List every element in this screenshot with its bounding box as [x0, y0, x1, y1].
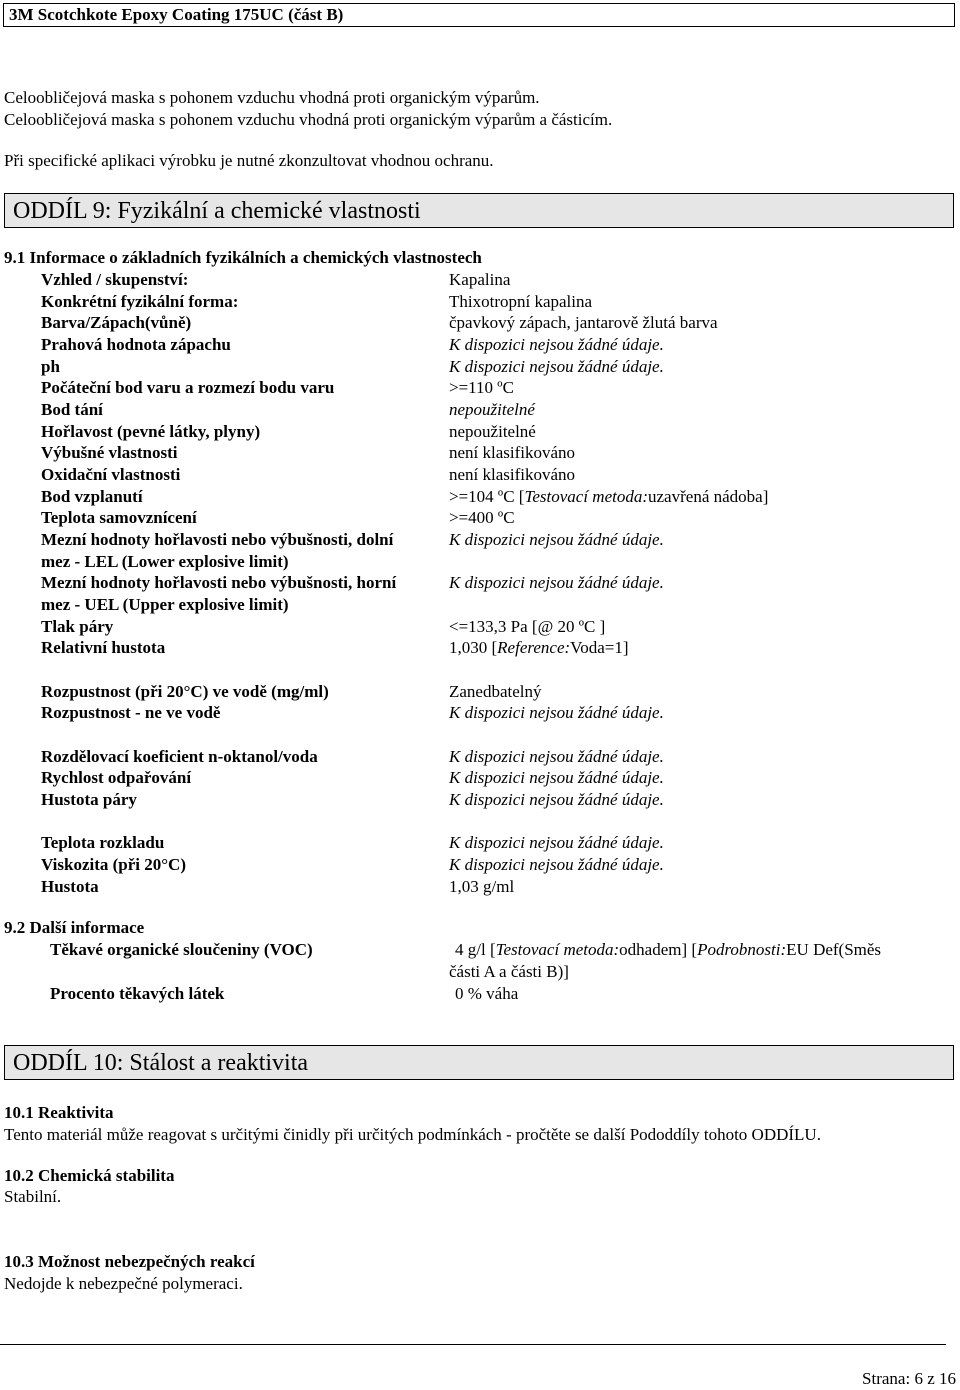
- prop-label-flash-point: Bod vzplanutí: [41, 487, 143, 506]
- prop-value-partition-coefficient: K dispozici nejsou žádné údaje.: [449, 747, 664, 766]
- prop-label-partition-coefficient: Rozdělovací koeficient n-oktanol/voda: [41, 747, 318, 766]
- prop-value-evaporation-rate: K dispozici nejsou žádné údaje.: [449, 768, 664, 787]
- subsection-10-2-text: Stabilní.: [4, 1187, 62, 1206]
- relative-density-reference-label: Reference:: [497, 638, 571, 657]
- subsection-10-3-title: 10.3 Možnost nebezpečných reakcí: [4, 1252, 255, 1271]
- voc-label: Těkavé organické sloučeniny (VOC): [50, 940, 313, 959]
- prop-label-flammability: Hořlavost (pevné látky, plyny): [41, 422, 261, 441]
- voc-details-label: Podrobnosti:: [697, 940, 787, 959]
- prop-value-ph: K dispozici nejsou žádné údaje.: [449, 357, 664, 376]
- subsection-10-1-title: 10.1 Reaktivita: [4, 1103, 114, 1122]
- intro-line-1: Celoobličejová maska s pohonem vzduchu vhodná proti organickým výparům.: [4, 88, 540, 107]
- prop-value-flash-point: [449, 486, 768, 508]
- prop-value-melting-point: nepoužitelné: [449, 400, 535, 419]
- volatile-value: 0 % váha: [455, 984, 519, 1003]
- prop-value-appearance: Kapalina: [449, 270, 511, 289]
- subsection-9-1-title: 9.1 Informace o základních fyzikálních a chemických vlastnostech: [4, 248, 482, 267]
- intro-line-3: Při specifické aplikaci výrobku je nutné zkonzultovat vhodnou ochranu.: [4, 151, 494, 170]
- voc-amount: 4 g/l [: [455, 940, 496, 959]
- relative-density-value: 1,030 [: [449, 638, 498, 657]
- relative-density-reference: Voda=1]: [570, 638, 629, 657]
- prop-label-melting-point: Bod tání: [41, 400, 103, 419]
- footer-divider: [0, 1344, 946, 1345]
- prop-value-oxidizing: není klasifikováno: [449, 465, 576, 484]
- voc-value-line2: části A a části B)]: [449, 962, 569, 981]
- prop-value-lel: K dispozici nejsou žádné údaje.: [449, 530, 664, 549]
- prop-value-vapor-density: K dispozici nejsou žádné údaje.: [449, 790, 664, 809]
- prop-value-autoignition: >=400 ºC: [449, 508, 515, 527]
- prop-value-odor-threshold: K dispozici nejsou žádné údaje.: [449, 335, 664, 354]
- flash-point-method-label: Testovací metoda:: [524, 487, 649, 506]
- prop-label-vapor-density: Hustota páry: [41, 790, 137, 809]
- subsection-9-2-title: 9.2 Další informace: [4, 918, 145, 937]
- document-title: 3M Scotchkote Epoxy Coating 175UC (část B): [9, 5, 344, 24]
- prop-value-flammability: nepoužitelné: [449, 422, 536, 441]
- prop-value-relative-density: [449, 637, 629, 659]
- prop-label-odor-threshold: Prahová hodnota zápachu: [41, 335, 231, 354]
- prop-label-color-odor: Barva/Zápach(vůně): [41, 313, 192, 332]
- prop-label-lel-line2: mez - LEL (Lower explosive limit): [41, 552, 289, 571]
- section-10-title: ODDÍL 10: Stálost a reaktivita: [13, 1050, 309, 1076]
- prop-label-ph: ph: [41, 357, 60, 376]
- prop-label-uel-line2: mez - UEL (Upper explosive limit): [41, 595, 289, 614]
- prop-label-boiling-point: Počáteční bod varu a rozmezí bodu varu: [41, 378, 335, 397]
- voc-value: [455, 939, 881, 961]
- prop-value-density: 1,03 g/ml: [449, 877, 515, 896]
- prop-label-density: Hustota: [41, 877, 99, 896]
- voc-details: EU Def(Směs: [786, 940, 882, 959]
- prop-label-vapor-pressure: Tlak páry: [41, 617, 114, 636]
- intro-line-2: Celoobličejová maska s pohonem vzduchu vhodná proti organickým výparům a částicím.: [4, 110, 613, 129]
- prop-label-viscosity: Viskozita (při 20°C): [41, 855, 186, 874]
- prop-label-relative-density: Relativní hustota: [41, 638, 166, 657]
- prop-value-vapor-pressure: <=133,3 Pa [@ 20 ºC ]: [449, 617, 606, 636]
- prop-label-uel: Mezní hodnoty hořlavosti nebo výbušnosti, horní: [41, 573, 397, 592]
- prop-value-viscosity: K dispozici nejsou žádné údaje.: [449, 855, 664, 874]
- prop-label-water-solubility: Rozpustnost (při 20°C) ve vodě (mg/ml): [41, 682, 329, 701]
- prop-label-physical-form: Konkrétní fyzikální forma:: [41, 292, 239, 311]
- voc-method-label: Testovací metoda:: [495, 940, 620, 959]
- flash-point-method: uzavřená nádoba]: [648, 487, 769, 506]
- prop-value-physical-form: Thixotropní kapalina: [449, 292, 593, 311]
- prop-value-boiling-point: >=110 ºC: [449, 378, 514, 397]
- subsection-10-1-text: Tento materiál může reagovat s určitými činidly při určitých podmínkách - pročtěte se další Pododdíly tohoto ODDÍLU.: [4, 1125, 821, 1144]
- prop-value-non-water-solubility: K dispozici nejsou žádné údaje.: [449, 703, 664, 722]
- section-9-header: [4, 193, 954, 228]
- section-9-title: ODDÍL 9: Fyzikální a chemické vlastnosti: [13, 198, 421, 224]
- subsection-10-2-title: 10.2 Chemická stabilita: [4, 1166, 175, 1185]
- subsection-10-3-text: Nedojde k nebezpečné polymeraci.: [4, 1274, 243, 1293]
- prop-label-appearance: Vzhled / skupenství:: [41, 270, 189, 289]
- page-number: Strana: 6 z 16: [862, 1369, 956, 1388]
- flash-point-value: >=104 ºC [: [449, 487, 525, 506]
- prop-value-decomposition-temp: K dispozici nejsou žádné údaje.: [449, 833, 664, 852]
- prop-value-explosive: není klasifikováno: [449, 443, 576, 462]
- prop-value-water-solubility: Zanedbatelný: [449, 682, 542, 701]
- voc-method: odhadem] [: [619, 940, 698, 959]
- prop-label-evaporation-rate: Rychlost odpařování: [41, 768, 192, 787]
- prop-label-decomposition-temp: Teplota rozkladu: [41, 833, 165, 852]
- prop-label-oxidizing: Oxidační vlastnosti: [41, 465, 181, 484]
- volatile-label: Procento těkavých látek: [50, 984, 225, 1003]
- prop-label-non-water-solubility: Rozpustnost - ne ve vodě: [41, 703, 221, 722]
- prop-label-explosive: Výbušné vlastnosti: [41, 443, 178, 462]
- prop-label-autoignition: Teplota samovznícení: [41, 508, 197, 527]
- prop-value-color-odor: čpavkový zápach, jantarově žlutá barva: [449, 313, 718, 332]
- prop-label-lel: Mezní hodnoty hořlavosti nebo výbušnosti, dolní: [41, 530, 394, 549]
- prop-value-uel: K dispozici nejsou žádné údaje.: [449, 573, 664, 592]
- section-10-header: [4, 1045, 954, 1080]
